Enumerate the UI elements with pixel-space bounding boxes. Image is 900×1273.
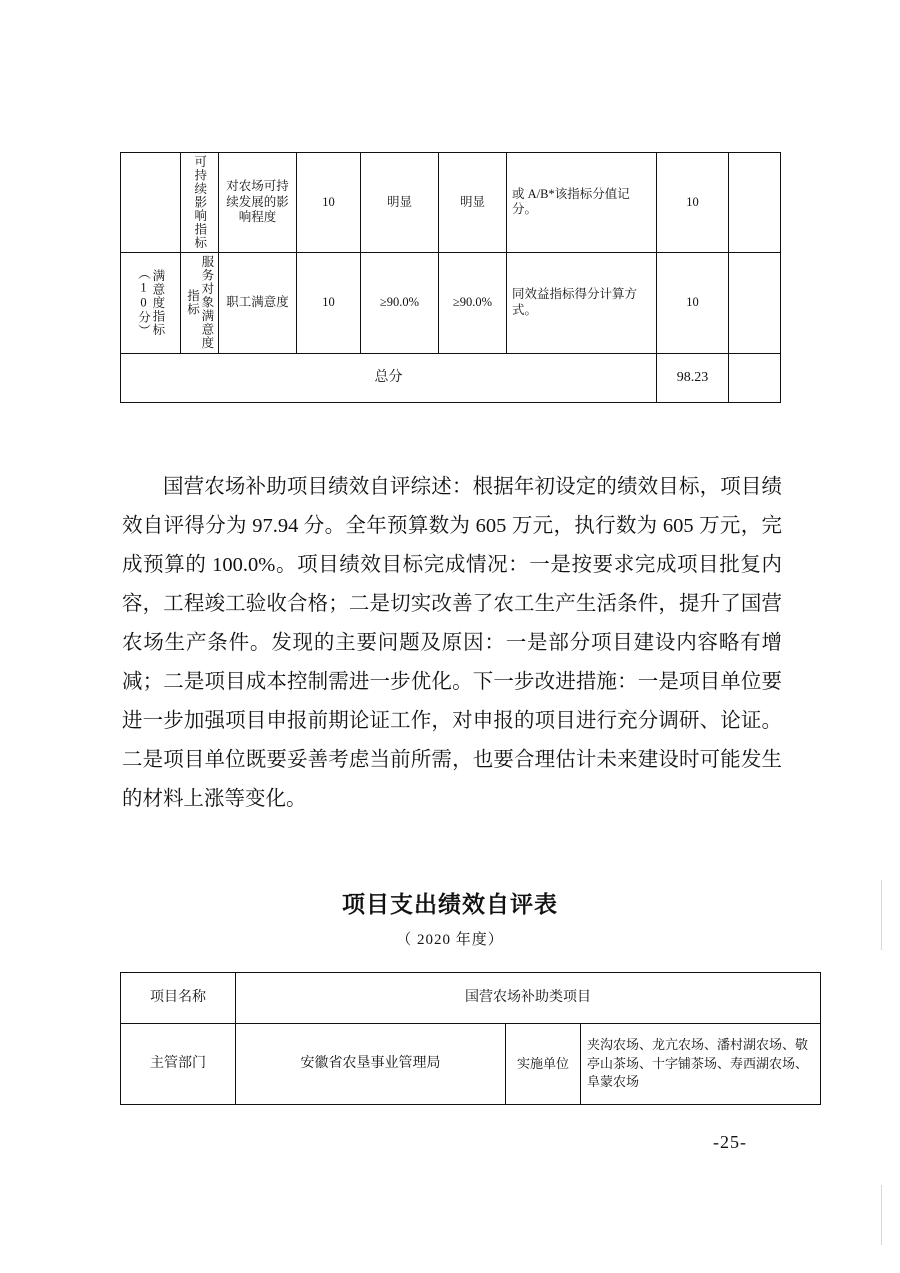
table-row (121, 1024, 821, 1105)
performance-indicator-table (120, 152, 781, 403)
cell-subcategory (181, 252, 219, 353)
scan-artifact (881, 880, 882, 950)
cell-subcategory-text: 服务对象满意度指标 (185, 255, 214, 350)
cell-remark (729, 252, 781, 353)
table-row (121, 252, 781, 353)
cell-remark (729, 153, 781, 253)
cell-subcategory-text: 可持续影响指标 (192, 155, 207, 250)
cell-indicator-name: 对农场可持续发展的影响程度 (219, 153, 297, 253)
total-label: 总分 (121, 353, 657, 402)
project-name-value: 国营农场补助类项目 (236, 973, 821, 1024)
cell-actual-value: 明显 (439, 153, 507, 253)
supervising-department-value: 安徽省农垦事业管理局 (236, 1024, 506, 1105)
supervising-department-label: 主管部门 (121, 1024, 236, 1105)
cell-annual-target: 明显 (361, 153, 439, 253)
self-evaluation-summary-paragraph: 国营农场补助项目绩效自评综述：根据年初设定的绩效目标，项目绩效自评得分为 97.94 分。全年预算数为 605 万元，执行数为 605 万元，完成预算的 100.0%。项目绩效目标完成情况：一是按要求完成项目批复内容，工程竣工验收合格；二是切实改善了农工生产生活条件，提升了国营农场生产条件。发现的主要问题及原因：一是部分项目建设内容略有增减；二是项目成本控制需进一步优化。下一步改进措施：一是项目单位要进一步加强项目申报前期论证工作，对申报的项目进行充分调研、论证。二是项目单位既要妥善考虑当前所需，也要合理估计未来建设时可能发生的材料上涨等变化。 (122, 476, 782, 810)
cell-actual-value: ≥90.0% (439, 252, 507, 353)
table-row-total (121, 353, 781, 402)
cell-score-weight: 10 (297, 153, 361, 253)
cell-category (121, 252, 181, 353)
table-row (121, 153, 781, 253)
total-score: 98.23 (657, 353, 729, 402)
scan-artifact (881, 1185, 882, 1245)
page-number (0, 1132, 900, 1153)
cell-self-score: 10 (657, 252, 729, 353)
project-name-label: 项目名称 (121, 973, 236, 1024)
page-number-text: -25- (713, 1132, 747, 1152)
implementing-unit-value: 夹沟农场、龙亢农场、潘村湖农场、敬亭山茶场、十字铺茶场、寿西湖农场、阜蒙农场 (581, 1024, 821, 1105)
table-row (121, 973, 821, 1024)
cell-category (121, 153, 181, 253)
cell-indicator-name: 职工满意度 (219, 252, 297, 353)
cell-score-weight: 10 (297, 252, 361, 353)
cell-annual-target: ≥90.0% (361, 252, 439, 353)
implementing-unit-label: 实施单位 (506, 1024, 581, 1105)
cell-subcategory (181, 153, 219, 253)
cell-self-score: 10 (657, 153, 729, 253)
project-expenditure-table (120, 972, 821, 1105)
cell-scoring-rule: 同效益指标得分计算方式。 (507, 252, 657, 353)
cell-scoring-rule: 或 A/B*该指标分值记分。 (507, 153, 657, 253)
page-title: 项目支出绩效自评表 (342, 891, 558, 917)
total-remark (729, 353, 781, 402)
page-subtitle: （ 2020 年度） (396, 932, 504, 948)
cell-category-text: 满意度指标（10分） (136, 267, 165, 338)
